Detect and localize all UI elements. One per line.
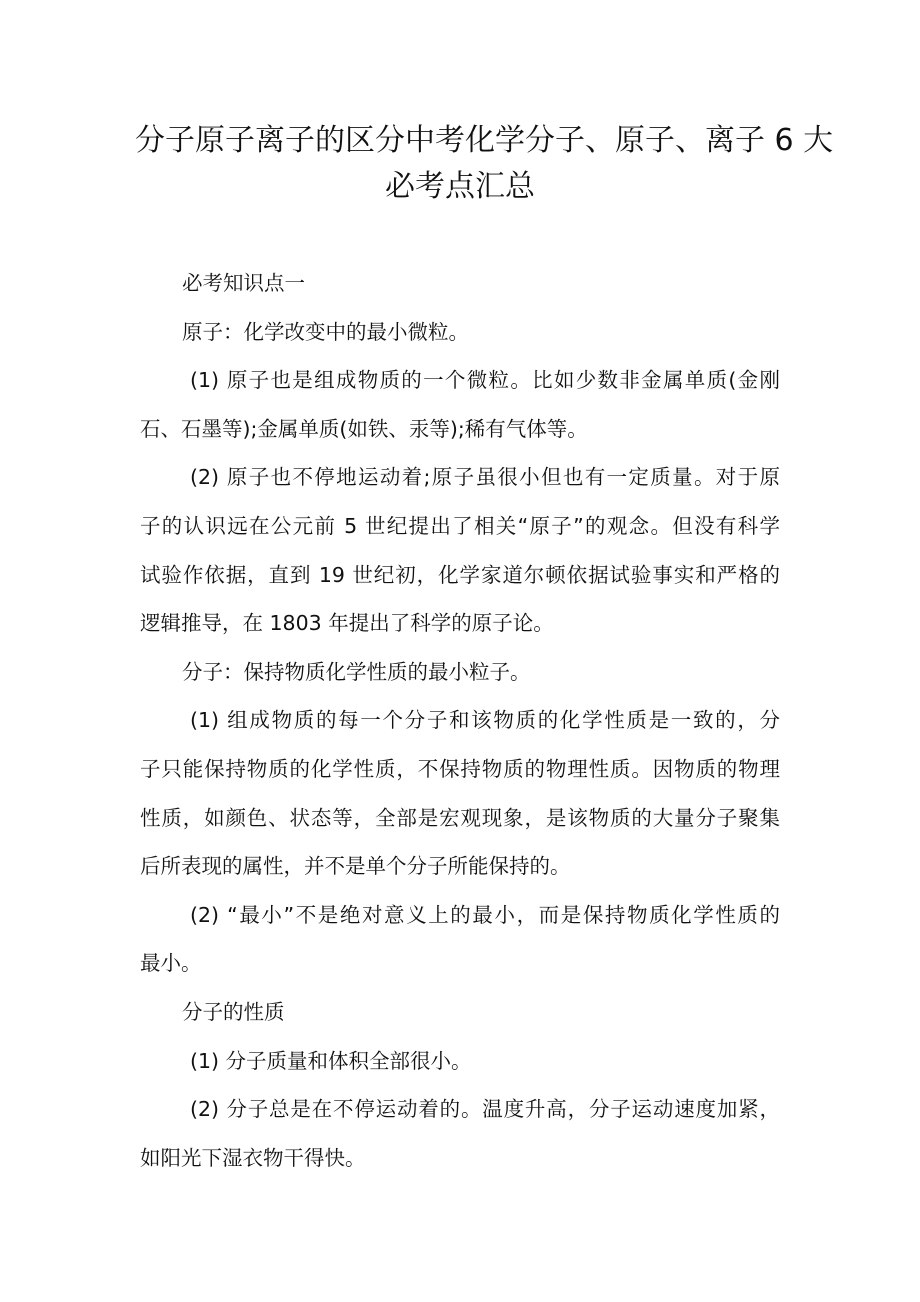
numbered-paragraph [140,362,780,459]
numbered-paragraph [140,1091,780,1188]
text-line: (2) 原子也不停地运动着;原子虽很小但也有一定质量。对于原 [190,465,780,490]
text-line: 如阳光下湿衣物干得快。 [140,1145,366,1170]
text-line: 子只能保持物质的化学性质，不保持物质的物理性质。因物质的物理 [140,756,780,781]
text-line: (2) 分子总是在不停运动着的。温度升高，分子运动速度加紧， [190,1097,780,1122]
paragraph [140,314,780,363]
document-body [140,265,780,1188]
numbered-paragraph [140,702,780,896]
text-line: 最小。 [140,951,202,976]
numbered-paragraph [140,897,780,994]
numbered-paragraph [140,459,780,653]
text-line: 性质，如颜色、状态等，全部是宏观现象，是该物质的大量分子聚集 [140,805,780,830]
text-line: 石、石墨等);金属单质(如铁、汞等);稀有气体等。 [140,416,588,441]
text-line: 分子：保持物质化学性质的最小粒子。 [182,659,531,684]
section-heading [140,265,780,314]
title-line-1: 分子原子离子的区分中考化学分子、原子、离子 6 大 [135,123,834,158]
section-heading [140,994,780,1043]
text-line: 逻辑推导，在 1803 年提出了科学的原子论。 [140,611,554,636]
document-title [135,118,834,210]
text-line: (2) “最小”不是绝对意义上的最小，而是保持物质化学性质的 [190,902,780,927]
numbered-paragraph [140,1043,780,1092]
text-line: 原子：化学改变中的最小微粒。 [182,319,469,344]
title-line-2: 必考点汇总 [385,169,535,204]
text-line: 试验作依据，直到 19 世纪初，化学家道尔顿依据试验事实和严格的 [140,562,780,587]
text-line: 后所表现的属性，并不是单个分子所能保持的。 [140,854,571,879]
text-line: (1) 原子也是组成物质的一个微粒。比如少数非金属单质(金刚 [190,368,780,393]
text-line: 分子的性质 [182,999,285,1024]
text-line: (1) 分子质量和体积全部很小。 [190,1048,472,1073]
text-line: 必考知识点一 [182,271,305,295]
text-line: 子的认识远在公元前 5 世纪提出了相关“原子”的观念。但没有科学 [140,513,780,538]
text-line: (1) 组成物质的每一个分子和该物质的化学性质是一致的，分 [190,708,780,733]
paragraph [140,654,780,703]
